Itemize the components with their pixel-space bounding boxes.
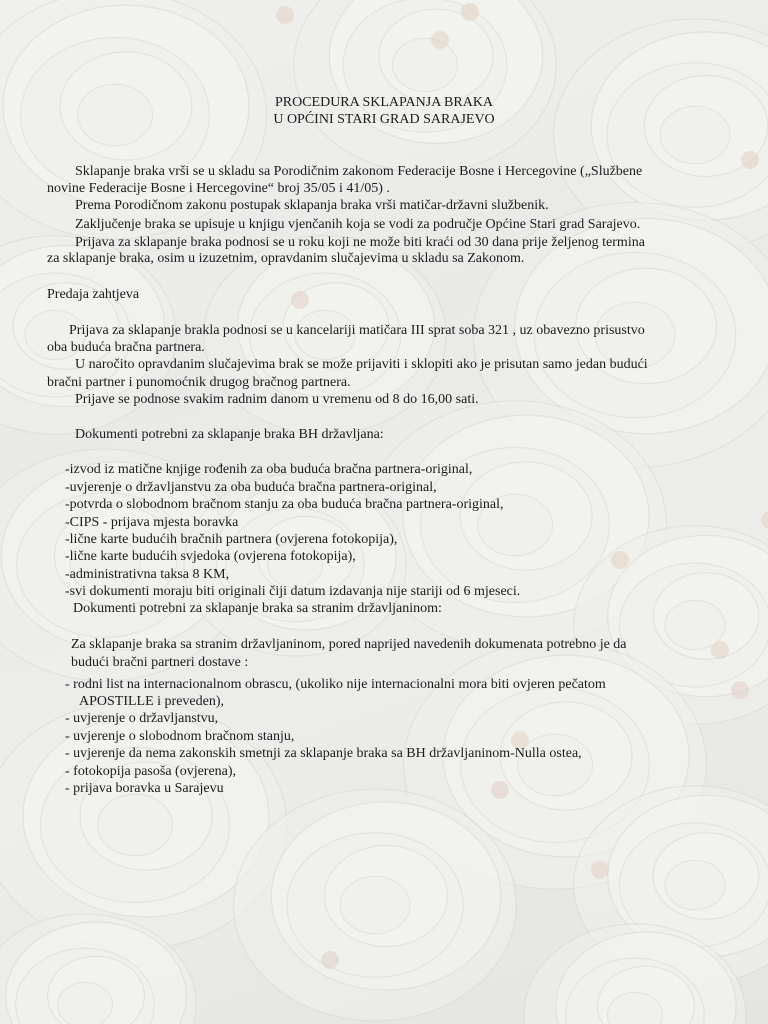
- docs-foreign-item: - prijava boravka u Sarajevu: [65, 781, 224, 796]
- document-title-line1: PROCEDURA SKLAPANJA BRAKA: [274, 95, 494, 110]
- foreign-intro-line: budući bračni partneri dostave :: [71, 655, 249, 670]
- foreign-intro-line: Za sklapanje braka sa stranim državljaninom, pored naprijed navedenih dokumenata potrebno je da: [71, 637, 627, 652]
- docs-foreign-item: APOSTILLE i preveden),: [79, 694, 225, 709]
- document-title-line2: U OPĆINI STARI GRAD SARAJEVO: [273, 112, 495, 127]
- docs-bh-item: -lične karte budućih bračnih partnera (ovjerena fotokopija),: [65, 532, 398, 547]
- docs-foreign-item: - uvjerenje o državljanstvu,: [65, 711, 219, 726]
- intro-line: Prema Porodičnom zakonu postupak sklapanja braka vrši matičar-državni službenik.: [75, 198, 549, 213]
- intro-line: za sklapanje braka, osim u izuzetnim, opravdanim slučajevima u skladu sa Zakonom.: [47, 251, 525, 266]
- docs-bh-heading: Dokumenti potrebni za sklapanje braka BH državljana:: [75, 427, 384, 442]
- docs-foreign-item: - rodni list na internacionalnom obrascu, (ukoliko nije internacionalni mora biti ovjeren pečatom: [65, 677, 606, 692]
- docs-bh-item: -svi dokumenti moraju biti originali čiji datum izdavanja nije stariji od 6 mjeseci.: [65, 584, 521, 599]
- docs-bh-item: -izvod iz matične knjige rođenih za oba buduća bračna partnera-original,: [65, 462, 473, 477]
- docs-foreign-heading: Dokumenti potrebni za sklapanje braka sa stranim državljaninom:: [73, 601, 442, 616]
- docs-foreign-item: - fotokopija pasoša (ovjerena),: [65, 764, 237, 779]
- intro-line: Prijava za sklapanje braka podnosi se u roku koji ne može biti kraći od 30 dana prije željenog termina: [75, 235, 645, 250]
- docs-bh-item: -uvjerenje o državljanstvu za oba buduća bračna partnera-original,: [65, 480, 437, 495]
- intro-line: Sklapanje braka vrši se u skladu sa Porodičnim zakonom Federacije Bosne i Hercegovine („Službene: [75, 164, 643, 179]
- predaja-line: oba buduća bračna partnera.: [47, 340, 205, 355]
- section-heading-predaja: Predaja zahtjeva: [47, 287, 140, 302]
- docs-bh-item: -administrativna taksa 8 KM,: [65, 567, 230, 582]
- predaja-line: Prijave se podnose svakim radnim danom u vremenu od 8 do 16,00 sati.: [75, 392, 479, 407]
- intro-line: novine Federacije Bosne i Hercegovine“ broj 35/05 i 41/05) .: [47, 181, 390, 196]
- predaja-line: Prijava za sklapanje brakla podnosi se u kancelariji matičara III sprat soba 321 , uz obavezno prisustvo: [69, 323, 645, 338]
- docs-foreign-item: - uvjerenje da nema zakonskih smetnji za sklapanje braka sa BH državljaninom-Nulla ostea,: [65, 746, 582, 761]
- docs-bh-item: -potvrda o slobodnom bračnom stanju za oba buduća bračna partnera-original,: [65, 497, 504, 512]
- predaja-line: bračni partner i punomoćnik drugog bračnog partnera.: [47, 375, 351, 390]
- docs-bh-item: -CIPS - prijava mjesta boravka: [65, 515, 239, 530]
- intro-line: Zaključenje braka se upisuje u knjigu vjenčanih koja se vodi za područje Općine Stari grad Sarajevo.: [75, 217, 641, 232]
- docs-foreign-item: - uvjerenje o slobodnom bračnom stanju,: [65, 729, 295, 744]
- docs-bh-item: -lične karte budućih svjedoka (ovjerena fotokopija),: [65, 549, 356, 564]
- predaja-line: U naročito opravdanim slučajevima brak se može prijaviti i sklopiti ako je prisutan samo jedan budući: [75, 357, 648, 372]
